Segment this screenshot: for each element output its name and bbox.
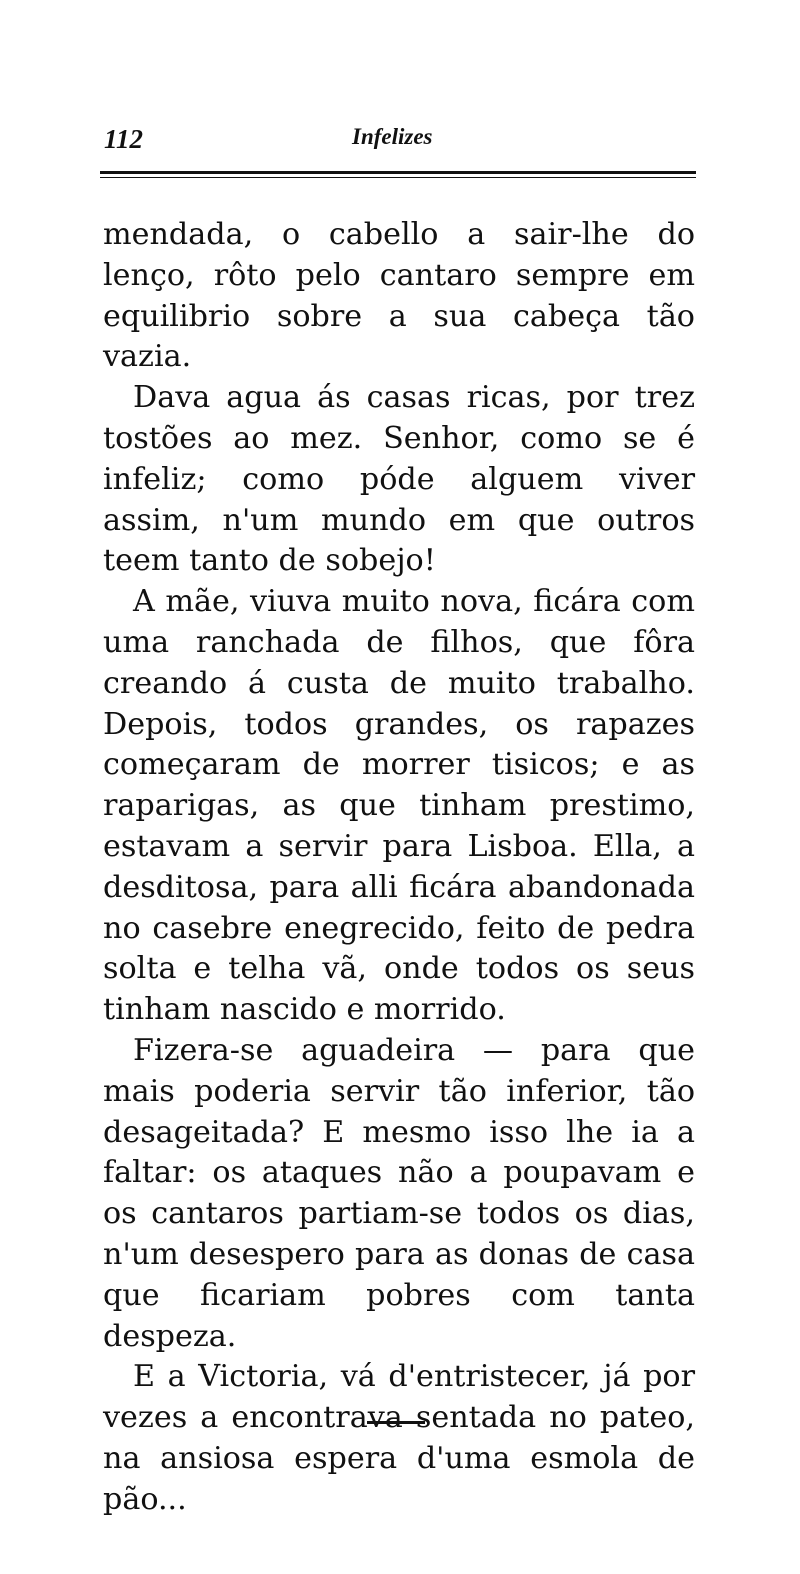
- header-rule-thin: [100, 177, 696, 178]
- paragraph: A mãe, viuva muito nova, ficára com uma ranchada de filhos, que fôra creando á custa de muito trabalho. Depois, todos grandes, os rapazes começaram de morrer tisicos; e as raparigas, as que tinham prestimo, estavam a servir para Lisboa. Ella, a desditosa, para alli ficára abandonada no casebre enegrecido, feito de pedra solta e telha vã, onde todos os seus tinham nascido e morrido.: [103, 584, 695, 1028]
- running-title: Infelizes: [352, 124, 433, 149]
- running-head: [100, 118, 700, 158]
- header-rule: [100, 171, 696, 174]
- body-text: [103, 215, 695, 1521]
- section-end-rule: [367, 1421, 425, 1424]
- page-number: 112: [104, 124, 144, 154]
- paragraph: Dava agua ás casas ricas, por trez tostões ao mez. Senhor, como se é infeliz; como póde alguem viver assim, n'um mundo em que outros teem tanto de sobejo!: [103, 380, 695, 579]
- paragraph-continued: mendada, o cabello a sair-lhe do lenço, rôto pelo cantaro sempre em equilibrio sobre a sua cabeça tão vazia.: [103, 217, 695, 375]
- paragraph: Fizera-se aguadeira — para que mais poderia servir tão inferior, tão desageitada? E mesmo isso lhe ia a faltar: os ataques não a poupavam e os cantaros partiam-se todos os dias, n'um desespero para as donas de casa que ficariam pobres com tanta despeza.: [103, 1032, 695, 1354]
- paragraph: E a Victoria, vá d'entristecer, já por vezes a encontrava sentada no pateo, na ansiosa espera d'uma esmola de pão...: [103, 1359, 695, 1517]
